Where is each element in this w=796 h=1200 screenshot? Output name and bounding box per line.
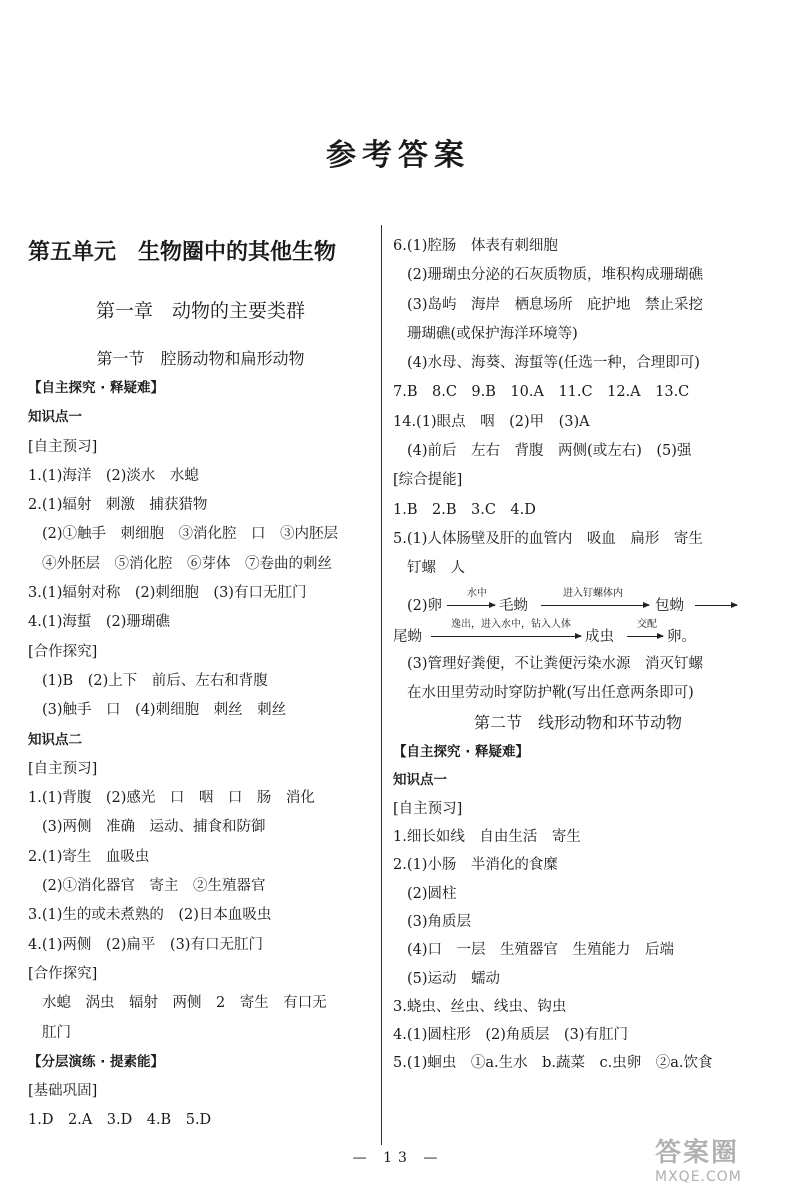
- answer-line: (2)圆柱: [407, 885, 457, 902]
- answer-line: 钉螺 人: [407, 560, 465, 577]
- chapter-title: 第一章 动物的主要类群: [95, 300, 305, 322]
- flow-arrow-label: 进入钉螺体内: [563, 587, 623, 599]
- answer-line: [自主预习]: [28, 760, 98, 777]
- lifecycle-flow-1: [393, 587, 763, 617]
- answer-line: 珊瑚礁(或保护海洋环境等): [407, 325, 578, 342]
- answer-line: (4)前后 左右 背腹 两侧(或左右) (5)强: [407, 443, 692, 460]
- answer-line: (3)岛屿 海岸 栖息场所 庇护地 禁止采挖: [407, 296, 704, 313]
- flow-arrow-label: 交配: [637, 618, 657, 630]
- flow-arrow-label: 水中: [467, 587, 487, 599]
- answer-line: [自主预习]: [393, 800, 463, 817]
- answer-line: 【自主探究 · 释疑难】: [28, 380, 165, 396]
- answer-line: 3.(1)辐射对称 (2)刺细胞 (3)有口无肛门: [28, 585, 307, 602]
- flow-arrow: [431, 636, 581, 637]
- lifecycle-flow-2: [393, 618, 763, 648]
- answer-line: 知识点二: [28, 731, 82, 748]
- page-number: — 13 —: [352, 1150, 444, 1166]
- answer-line: ④外胚层 ⑤消化腔 ⑥芽体 ⑦卷曲的刺丝: [42, 555, 332, 572]
- answer-line: [合作探究]: [28, 643, 98, 660]
- flow-stage: 成虫: [585, 628, 614, 645]
- answer-line: 【自主探究 · 释疑难】: [393, 744, 530, 761]
- answer-line: (3)两侧 准确 运动、捕食和防御: [42, 819, 266, 836]
- flow-stage: 尾蚴: [393, 628, 422, 645]
- answer-line: (3)角质层: [407, 913, 472, 930]
- answer-line: 1.B 2.B 3.C 4.D: [393, 501, 536, 518]
- answer-line: 知识点一: [393, 772, 447, 789]
- answer-line: 7.B 8.C 9.B 10.A 11.C 12.A 13.C: [393, 384, 690, 401]
- flow-arrow: [541, 605, 649, 606]
- answer-line: (2)①触手 刺细胞 ③消化腔 口 ③内胚层: [42, 526, 339, 543]
- answer-line: (4)水母、海葵、海蜇等(任选一种，合理即可): [407, 355, 700, 372]
- answer-line: 4.(1)两侧 (2)扁平 (3)有口无肛门: [28, 936, 263, 953]
- answer-line: 2.(1)小肠 半消化的食糜: [393, 857, 558, 874]
- answer-line: 5.(1)蛔虫 ①a.生水 b.蔬菜 c.虫卵 ②a.饮食: [393, 1055, 713, 1072]
- answer-line: (2)珊瑚虫分泌的石灰质物质，堆积构成珊瑚礁: [407, 267, 704, 284]
- flow-stage: 毛蚴: [499, 597, 528, 614]
- right-column: [393, 232, 763, 1078]
- answer-line: 知识点一: [28, 409, 82, 426]
- answer-line: 【分层演练 · 提素能】: [28, 1053, 165, 1070]
- answer-line: 1.(1)海洋 (2)淡水 水螅: [28, 467, 199, 484]
- flow-stage: (2)卵: [407, 597, 443, 614]
- watermark-logo: [655, 1132, 785, 1192]
- answer-line: 5.(1)人体肠壁及肝的血管内 吸血 扁形 寄生: [393, 530, 703, 547]
- column-divider: [381, 225, 382, 1145]
- section-title: 第一节 腔肠动物和扁形动物: [96, 349, 305, 368]
- answer-line: 水螅 涡虫 辐射 两侧 2 寄生 有口无: [42, 995, 327, 1012]
- flow-arrow: [627, 636, 663, 637]
- answer-line: (3)触手 口 (4)刺细胞 刺丝 刺丝: [42, 702, 287, 719]
- answer-line: 2.(1)辐射 刺激 捕获猎物: [28, 497, 208, 514]
- answer-line: 3.(1)生的或未煮熟的 (2)日本血吸虫: [28, 907, 272, 924]
- answer-line: 4.(1)圆柱形 (2)角质层 (3)有肛门: [393, 1027, 628, 1044]
- flow-arrow: [447, 605, 495, 606]
- flow-arrow: [695, 605, 737, 606]
- left-column: [28, 232, 373, 1136]
- watermark-text: 答案圈: [655, 1138, 740, 1168]
- answer-line: 在水田里劳动时穿防护靴(写出任意两条即可): [407, 684, 694, 701]
- answer-line: 肛门: [42, 1024, 71, 1041]
- answer-line: 1.D 2.A 3.D 4.B 5.D: [28, 1112, 212, 1129]
- answer-line: (1)B (2)上下 前后、左右和背腹: [42, 672, 268, 689]
- answer-line: (3)管理好粪便，不让粪便污染水源 消灭钉螺: [407, 655, 704, 672]
- page-title: 参考答案: [326, 138, 470, 173]
- answer-line: [合作探究]: [28, 965, 98, 982]
- unit-title: 第五单元 生物圈中的其他生物: [28, 239, 337, 265]
- flow-stage: 包蚴: [655, 597, 684, 614]
- answer-line: 2.(1)寄生 血吸虫: [28, 848, 150, 865]
- answer-line: 1.(1)背腹 (2)感光 口 咽 口 肠 消化: [28, 790, 315, 807]
- answer-line: 4.(1)海蜇 (2)珊瑚礁: [28, 614, 170, 631]
- answer-line: (2)①消化器官 寄主 ②生殖器官: [42, 878, 266, 895]
- flow-stage: 卵。: [667, 628, 696, 645]
- answer-line: [基础巩固]: [28, 1083, 98, 1100]
- answer-line: (5)运动 蠕动: [407, 970, 501, 987]
- watermark-url: MXQE.COM: [655, 1169, 742, 1185]
- section-title: 第二节 线形动物和环节动物: [473, 713, 682, 733]
- answer-line: 14.(1)眼点 咽 (2)甲 (3)A: [393, 413, 590, 430]
- answer-line: [综合提能]: [393, 472, 463, 489]
- answer-line: 6.(1)腔肠 体表有刺细胞: [393, 238, 558, 254]
- flow-arrow-label: 逸出，进入水中，钻入人体: [451, 618, 571, 630]
- answer-line: 1.细长如线 自由生活 寄生: [393, 829, 581, 846]
- answer-line: 3.蛲虫、丝虫、线虫、钩虫: [393, 998, 567, 1015]
- answer-line: [自主预习]: [28, 438, 98, 455]
- answer-line: (4)口 一层 生殖器官 生殖能力 后端: [407, 942, 675, 959]
